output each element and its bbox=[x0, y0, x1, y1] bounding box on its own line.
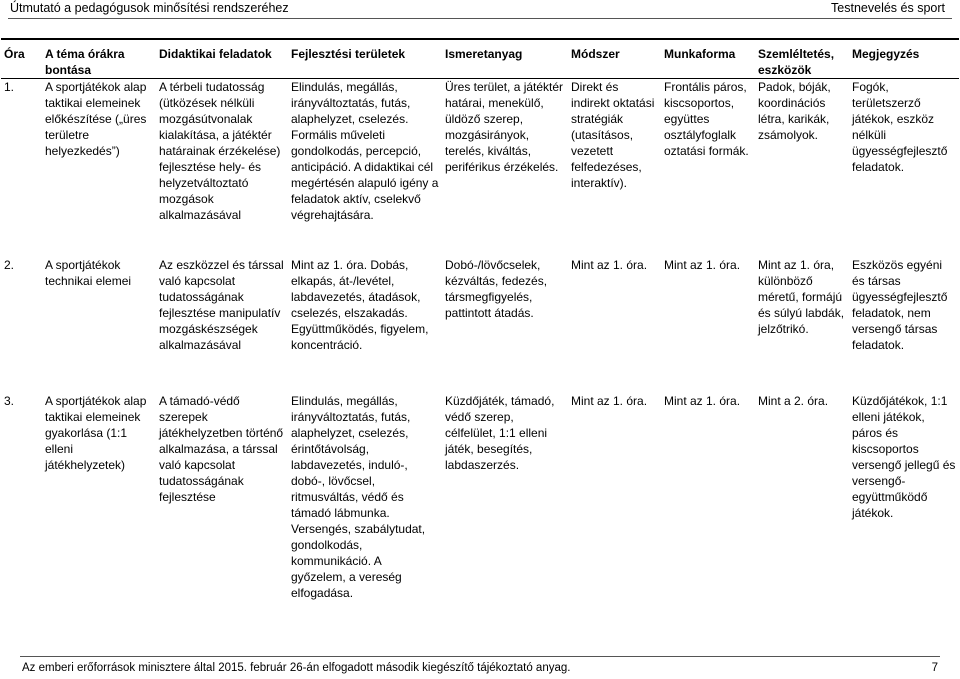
cell-ismeretanyag: Üres terület, a játéktér határai, menekülő, üldöző szerep, mozgásirányok, terelés, kiváltás, periférikus érzékelés. bbox=[445, 80, 564, 174]
cell-modszer: Mint az 1. óra. bbox=[571, 393, 648, 408]
cell-ismeretanyag: Küzdőjáték, támadó, védő szerep, célfelület, 1:1 elleni játék, besegítés, labdaszerzés. bbox=[445, 393, 555, 472]
cell-ora: 3. bbox=[4, 393, 15, 408]
cell-fejlesztesi: Elindulás, megállás, irányváltoztatás, futás, alaphelyzet, cselezés, érintőtávolság, labdavezetés, induló-, dobó-, lövőcsel, ritmusváltás, védő és támadó lábmunka. Versengés, szabálytudat, gondolkodás, kommunikáció. A győzelem, a vereség elfogadása. bbox=[291, 393, 426, 600]
cell-megjegyzes: Küzdőjátékok, 1:1 elleni játékok, páros és kiscsoportos versengő jellegű és versengő-együttműködő játékok. bbox=[852, 393, 956, 520]
lesson-plan-table bbox=[1, 38, 959, 601]
page-header bbox=[0, 0, 960, 20]
col-header-ismeretanyag: Ismeretanyag bbox=[445, 47, 523, 61]
cell-ora: 2. bbox=[4, 257, 15, 272]
cell-tema: A sportjátékok alap taktikai elemeinek előkészítése („üres területre helyezkedés”) bbox=[45, 80, 147, 158]
col-header-fejlesztesi: Fejlesztési területek bbox=[291, 47, 406, 61]
cell-didaktikai: A térbeli tudatosság (ütközések nélküli mozgásútvonalak kialakítása, a játéktér határainak érzékelése) fejlesztése hely- és helyzetváltoztató mozgások alkalmazásával bbox=[159, 80, 281, 222]
cell-didaktikai: Az eszközzel és társsal való kapcsolat tudatosságának fejlesztése manipulatív mozgáskészségek alkalmazásával bbox=[159, 257, 284, 352]
col-header-modszer: Módszer bbox=[571, 47, 620, 61]
col-header-tema: A téma órákra bontása bbox=[45, 47, 125, 77]
table-row bbox=[1, 257, 959, 379]
footer-text: Az emberi erőforrások minisztere által 2015. február 26-án elfogadott második kiegészítő tájékoztató anyag. bbox=[22, 662, 571, 674]
cell-fejlesztesi: Mint az 1. óra. Dobás, elkapás, át-/levétel, labdavezetés, átadások, cselezés, elszakadás. Együttműködés, figyelem, koncentráció. bbox=[291, 257, 429, 352]
row-spacer bbox=[1, 379, 959, 389]
cell-szemleltetes: Mint a 2. óra. bbox=[758, 393, 829, 408]
table-header-row bbox=[1, 39, 959, 79]
cell-munkaforma: Mint az 1. óra. bbox=[664, 257, 741, 272]
header-title: Útmutató a pedagógusok minősítési rendszeréhez bbox=[10, 1, 289, 15]
cell-ora: 1. bbox=[4, 80, 15, 94]
cell-megjegyzes: Fogók, területszerző játékok, eszköz nélküli ügyességfejlesztő feladatok. bbox=[852, 80, 948, 174]
col-header-didaktikai: Didaktikai feladatok bbox=[159, 47, 272, 61]
cell-megjegyzes: Eszközös egyéni és társas ügyességfejlesztő feladatok, nem versengő társas feladatok. bbox=[852, 257, 948, 352]
cell-modszer: Mint az 1. óra. bbox=[571, 257, 648, 272]
cell-munkaforma: Mint az 1. óra. bbox=[664, 393, 741, 408]
col-header-szemleltetes: Szemléltetés, eszközök bbox=[758, 47, 835, 77]
cell-fejlesztesi: Elindulás, megállás, irányváltoztatás, futás, alaphelyzet, cselezés. Formális műveleti gondolkodás, percepció, anticipáció. A didaktikai cél megértésén alapuló igény a feladatok aktív, cselekvő végrehajtására. bbox=[291, 80, 439, 222]
cell-tema: A sportjátékok alap taktikai elemeinek gyakorlása (1:1 elleni játékhelyzetek) bbox=[45, 393, 147, 472]
cell-modszer: Direkt és indirekt oktatási stratégiák (utasításos, vezetett felfedezéses, interaktív). bbox=[571, 80, 655, 190]
table-row bbox=[1, 79, 959, 257]
footer-divider bbox=[20, 656, 940, 657]
table-row bbox=[1, 389, 959, 601]
cell-munkaforma: Frontális páros, kiscsoportos, együttes osztályfoglalk oztatási formák. bbox=[664, 80, 749, 158]
header-subject: Testnevelés és sport bbox=[831, 1, 945, 15]
cell-szemleltetes: Mint az 1. óra, különböző méretű, formájú és súlyú labdák, jelzőtrikó. bbox=[758, 257, 845, 336]
col-header-munkaforma: Munkaforma bbox=[664, 47, 736, 61]
col-header-ora: Óra bbox=[4, 47, 25, 61]
col-header-megjegyzes: Megjegyzés bbox=[852, 47, 920, 61]
cell-ismeretanyag: Dobó-/lövőcselek, kézváltás, fedezés, társmegfigyelés, pattintott átadás. bbox=[445, 257, 548, 320]
header-divider bbox=[8, 18, 952, 19]
cell-szemleltetes: Padok, bóják, koordinációs létra, karikák, zsámolyok. bbox=[758, 80, 831, 142]
page-number: 7 bbox=[931, 662, 938, 674]
cell-didaktikai: A támadó-védő szerepek játékhelyzetben történő alkalmazása, a társsal való kapcsolat tudatosságának fejlesztése bbox=[159, 393, 284, 504]
cell-tema: A sportjátékok technikai elemei bbox=[45, 257, 132, 288]
